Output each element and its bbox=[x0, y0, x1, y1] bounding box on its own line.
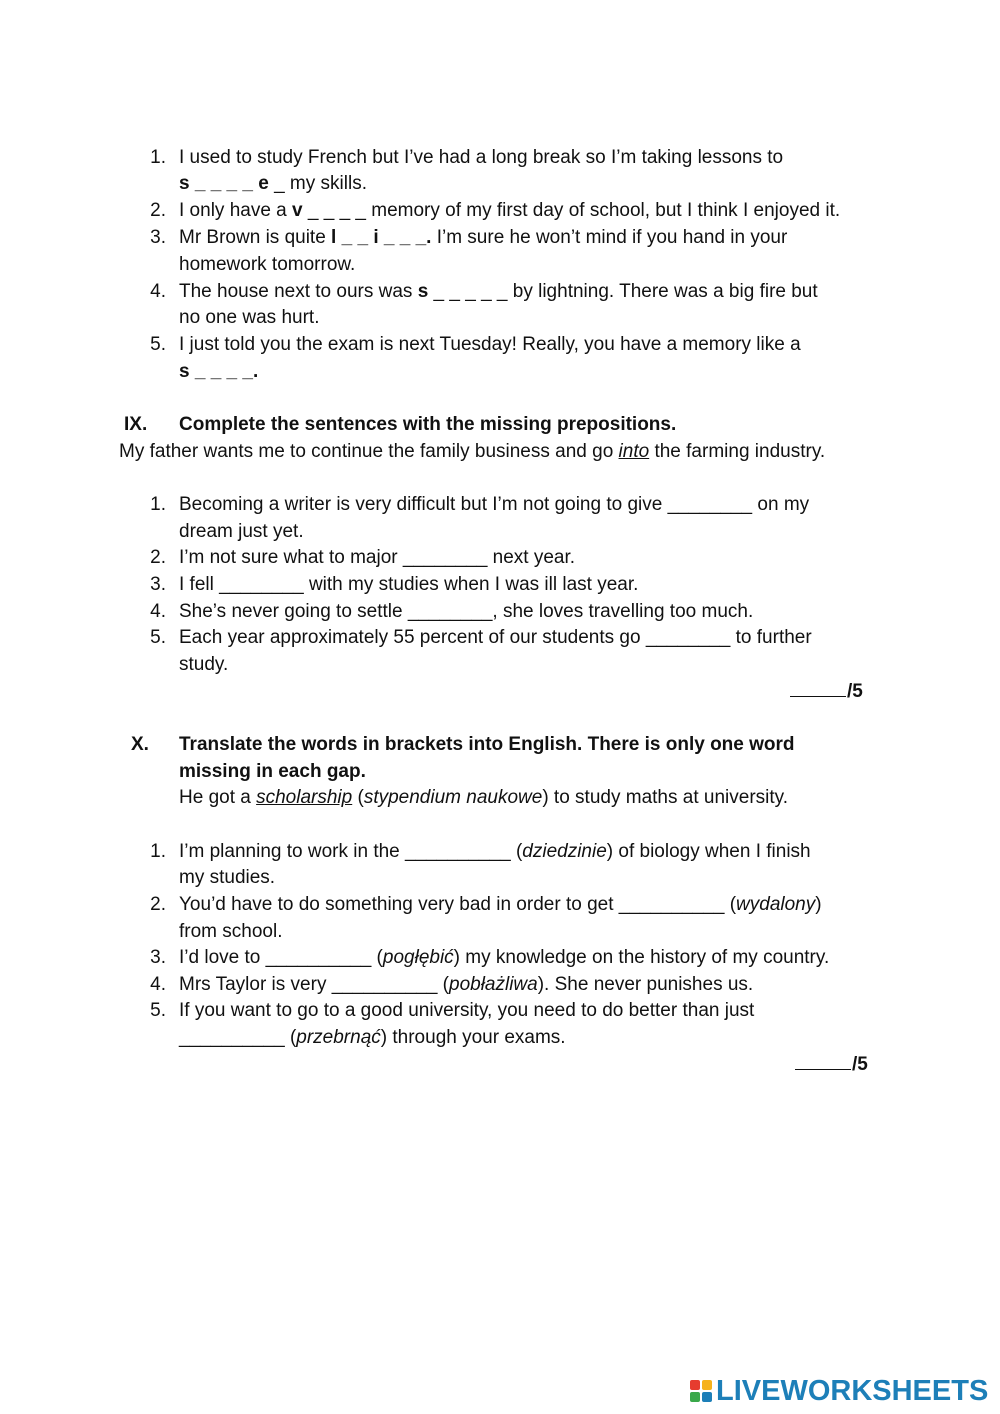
item-text: I fell ________ with my studies when I was ill last year. bbox=[179, 574, 639, 595]
liveworksheets-logo bbox=[690, 1376, 988, 1406]
item-text: no one was hurt. bbox=[179, 307, 320, 328]
list-number: 5. bbox=[150, 334, 166, 355]
logo-square bbox=[690, 1392, 700, 1402]
item-text: I’m not sure what to major ________ next year. bbox=[179, 547, 576, 568]
list-number: 3. bbox=[150, 574, 166, 595]
score-box: /5 bbox=[795, 1053, 868, 1077]
item-text: __________ (przebrnąć) through your exams. bbox=[179, 1027, 566, 1048]
item-text: I just told you the exam is next Tuesday! Really, you have a memory like a bbox=[179, 334, 801, 355]
list-number: 4. bbox=[150, 281, 166, 302]
list-number: 5. bbox=[150, 1000, 166, 1021]
item-text: homework tomorrow. bbox=[179, 254, 356, 275]
item-text: I’m planning to work in the __________ (dziedzinie) of biology when I finish bbox=[179, 841, 811, 862]
list-number: 1. bbox=[150, 494, 166, 515]
item-text: I’d love to __________ (pogłębić) my knowledge on the history of my country. bbox=[179, 947, 830, 968]
item-text: I only have a v _ _ _ _ memory of my first day of school, but I think I enjoyed it. bbox=[179, 200, 841, 221]
item-text: Mrs Taylor is very __________ (pobłażliwa). She never punishes us. bbox=[179, 974, 754, 995]
example-sentence: My father wants me to continue the family business and go into the farming industry. bbox=[119, 441, 826, 462]
section-title: missing in each gap. bbox=[179, 761, 366, 782]
section-number: X. bbox=[131, 734, 149, 755]
logo-square bbox=[702, 1392, 712, 1402]
logo-mark-icon bbox=[690, 1380, 712, 1402]
item-text: Mr Brown is quite l _ _ i _ _ _. I’m sure he won’t mind if you hand in your bbox=[179, 227, 788, 248]
list-number: 4. bbox=[150, 601, 166, 622]
list-number: 4. bbox=[150, 974, 166, 995]
list-number: 2. bbox=[150, 200, 166, 221]
item-text: I used to study French but I’ve had a long break so I’m taking lessons to bbox=[179, 147, 784, 168]
list-number: 1. bbox=[150, 147, 166, 168]
list-number: 3. bbox=[150, 227, 166, 248]
logo-square bbox=[690, 1380, 700, 1390]
item-text: Each year approximately 55 percent of our students go ________ to further bbox=[179, 627, 812, 648]
item-text: s _ _ _ _. bbox=[179, 361, 259, 382]
item-text: my studies. bbox=[179, 867, 276, 888]
item-text: dream just yet. bbox=[179, 521, 304, 542]
section-title: Complete the sentences with the missing prepositions. bbox=[179, 414, 677, 435]
item-text: s _ _ _ _ e _ my skills. bbox=[179, 173, 367, 194]
score-box: /5 bbox=[790, 680, 863, 704]
item-text: If you want to go to a good university, you need to do better than just bbox=[179, 1000, 755, 1021]
item-text: study. bbox=[179, 654, 229, 675]
section-number: IX. bbox=[124, 414, 148, 435]
list-number: 1. bbox=[150, 841, 166, 862]
list-number: 2. bbox=[150, 547, 166, 568]
item-text: She’s never going to settle ________, she loves travelling too much. bbox=[179, 601, 754, 622]
logo-square bbox=[702, 1380, 712, 1390]
list-number: 2. bbox=[150, 894, 166, 915]
item-text: from school. bbox=[179, 921, 283, 942]
list-number: 5. bbox=[150, 627, 166, 648]
logo-text: LIVEWORKSHEETS bbox=[716, 1374, 989, 1407]
section-title: Translate the words in brackets into English. There is only one word bbox=[179, 734, 795, 755]
item-text: Becoming a writer is very difficult but I’m not going to give ________ on my bbox=[179, 494, 810, 515]
example-sentence: He got a scholarship (stypendium naukowe) to study maths at university. bbox=[179, 787, 789, 808]
item-text: The house next to ours was s _ _ _ _ _ by lightning. There was a big fire but bbox=[179, 281, 818, 302]
item-text: You’d have to do something very bad in order to get __________ (wydalony) bbox=[179, 894, 822, 915]
list-number: 3. bbox=[150, 947, 166, 968]
